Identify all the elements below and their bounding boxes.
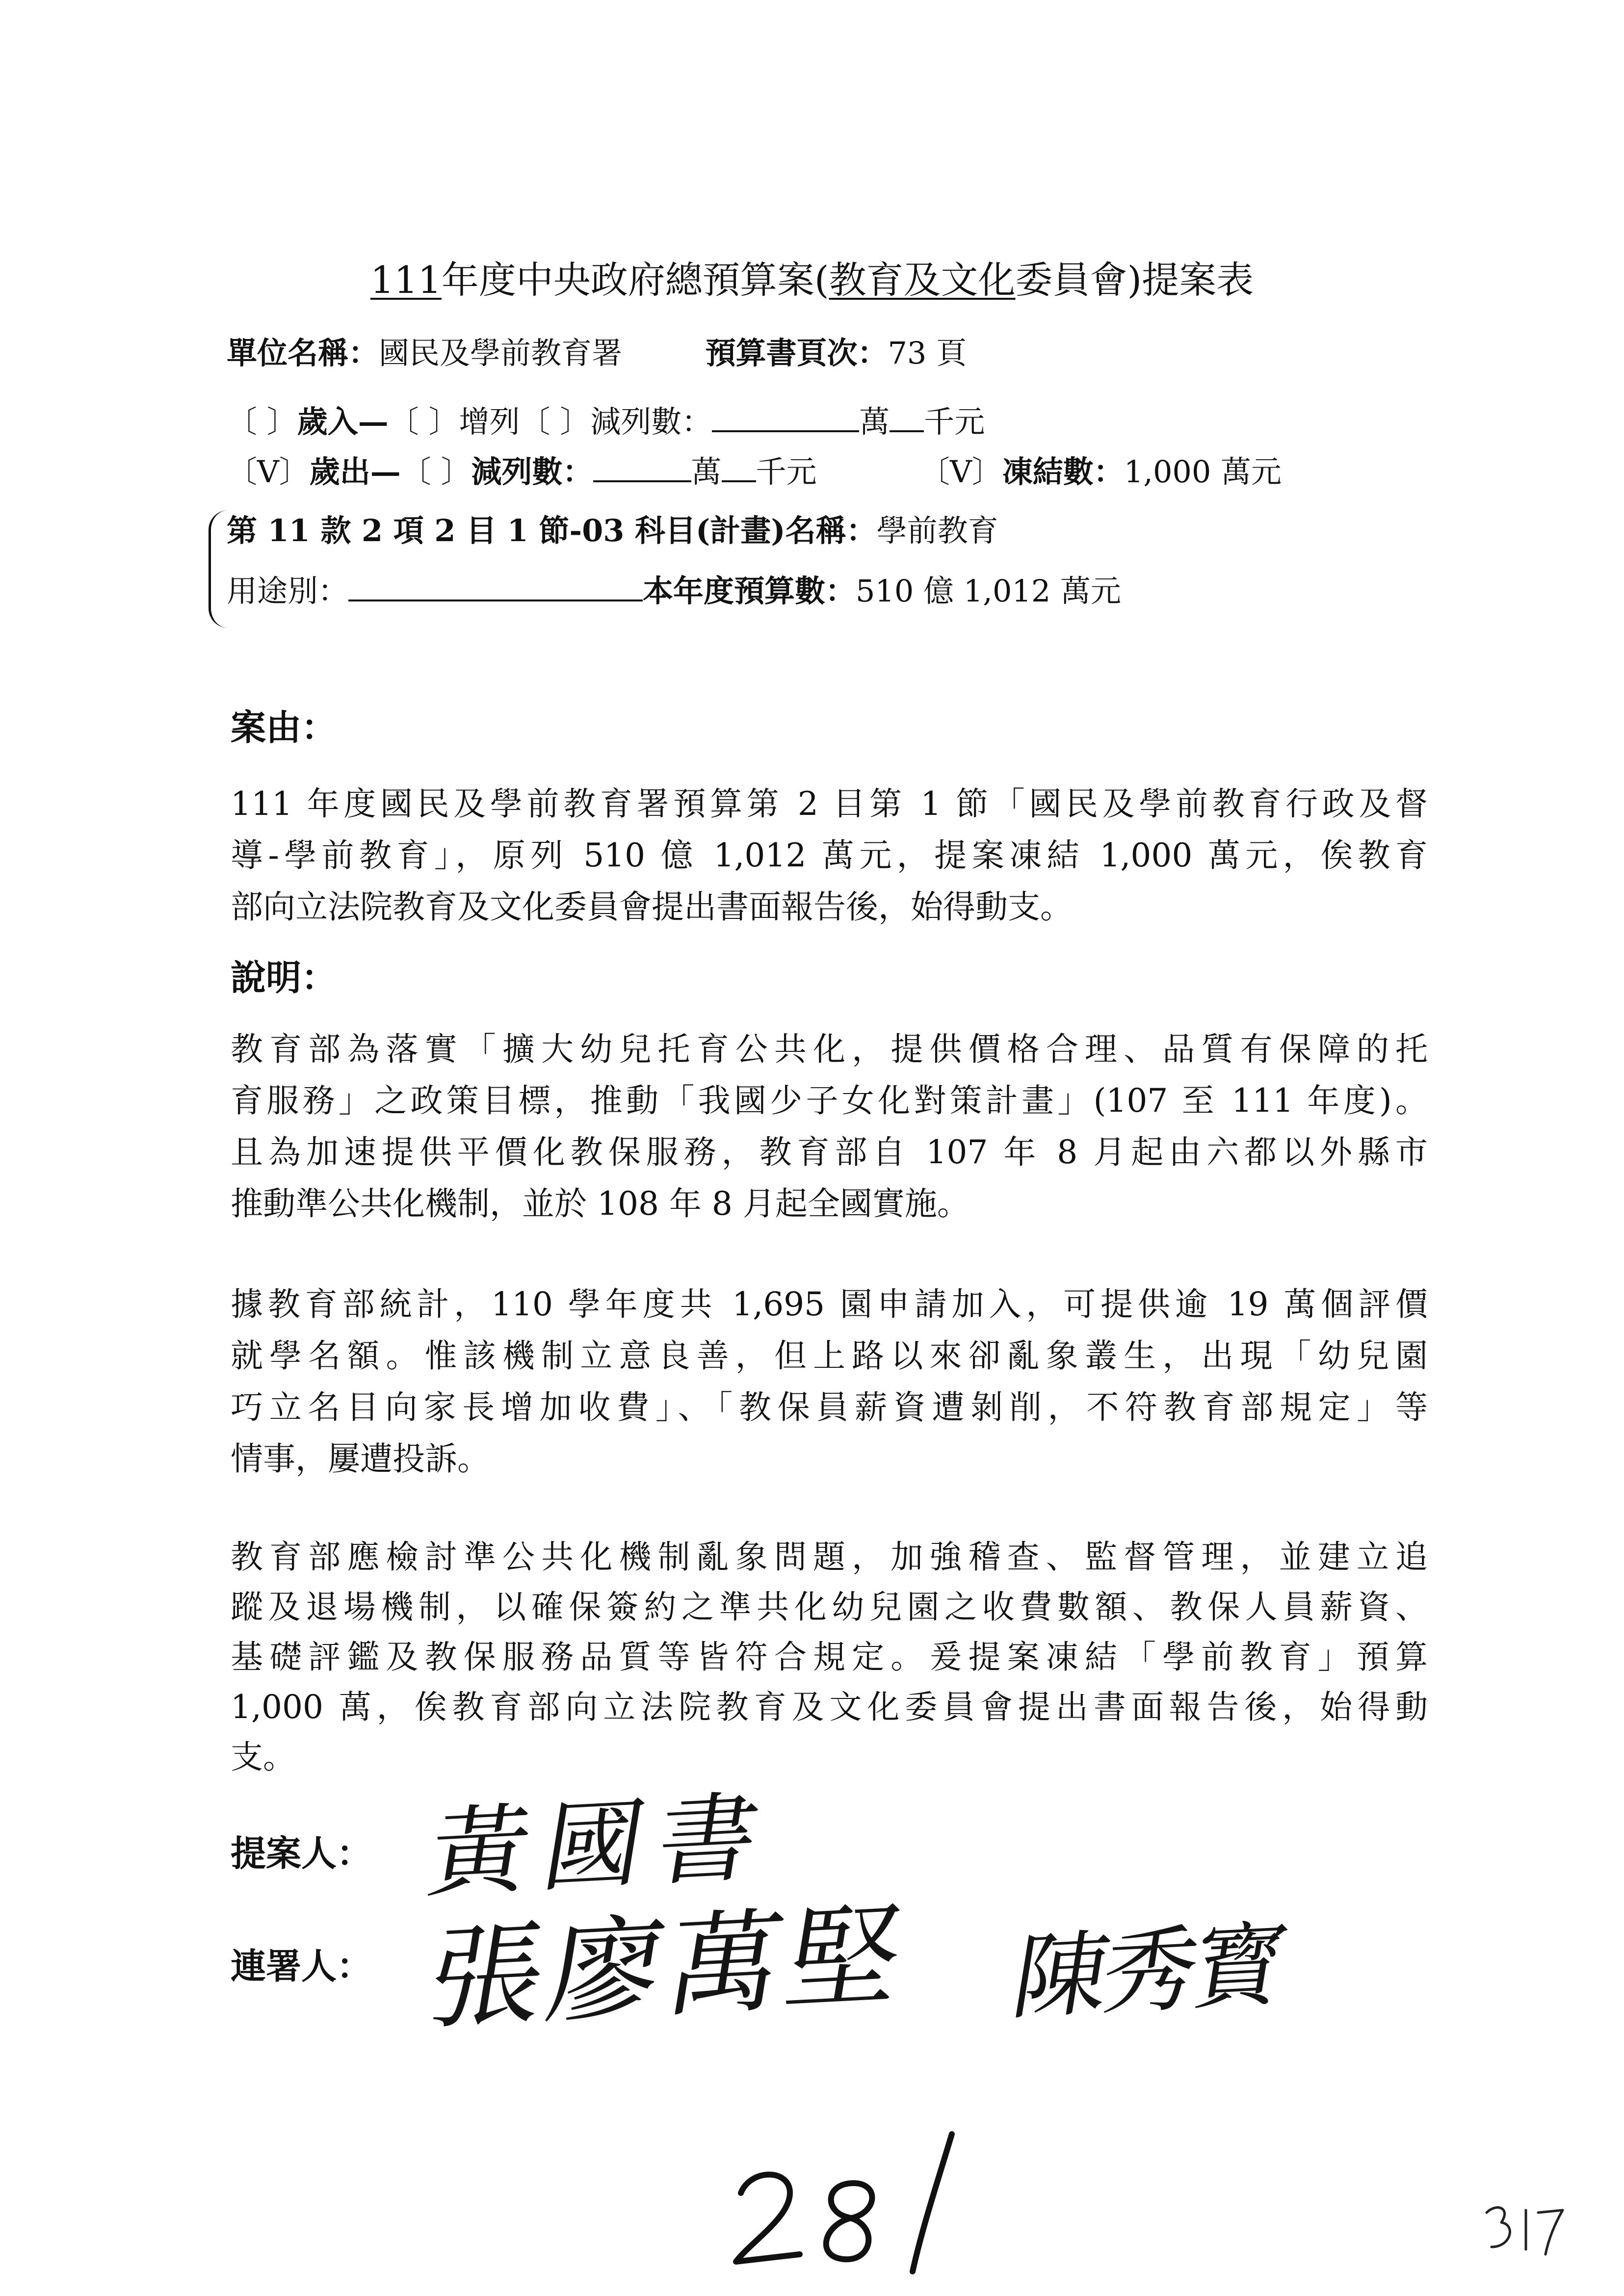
unit-value: 國民及學前教育署 <box>379 335 623 371</box>
explanation-line: 據教育部統計，110 學年度共 1,695 園申請加入，可提供逾 19 萬個評價 <box>231 1285 1428 1323</box>
explanation-line: 推動準公共化機制，並於 108 年 8 月起全國實施。 <box>231 1185 969 1223</box>
revenue-checkbox: 〔 〕 <box>227 404 297 440</box>
expense-checkbox: 〔V〕 <box>227 454 310 490</box>
explanation-line: 育服務」之政策目標，推動「我國少子女化對策計畫」(107 至 111 年度)。 <box>231 1082 1428 1120</box>
cosigner-label: 連署人： <box>231 1945 372 1987</box>
freeze-value: 1,000 萬元 <box>1124 454 1282 490</box>
expense-label: 歲出— <box>309 454 401 490</box>
explanation-line: 情事，屢遭投訴。 <box>231 1440 490 1478</box>
decrease-checkbox: 〔 〕 <box>400 454 471 490</box>
reason-heading: 案由： <box>231 706 337 748</box>
explanation-line: 就學名額。惟該機制立意良善，但上路以來卻亂象叢生，出現「幼兒園 <box>231 1337 1428 1375</box>
qian-unit: 千元 <box>756 454 817 490</box>
usage-row <box>227 567 1121 610</box>
explanation-line: 巧立名目向家長增加收費」、「教保員薪資遭剝削，不符教育部規定」等 <box>231 1388 1428 1426</box>
decrease-checkbox: 〔 〕 <box>520 404 591 440</box>
explanation-line: 且為加速提供平價化教保服務，教育部自 107 年 8 月起由六都以外縣市 <box>231 1133 1428 1171</box>
explanation-line: 教育部為落實「擴大幼兒托育公共化，提供價格合理、品質有保障的托 <box>231 1030 1428 1068</box>
explanation-line: 支。 <box>231 1738 295 1776</box>
title-part2: 委員會)提案表 <box>1015 258 1254 302</box>
increase-label: 增列 <box>459 404 520 440</box>
title-committee: 教育及文化 <box>829 258 1016 302</box>
cosigner-signature-2: 陳秀寳 <box>1005 1910 1291 2033</box>
reason-line: 111 年度國民及學前教育署預算第 2 目第 1 節「國民及學前教育行政及督 <box>231 785 1428 823</box>
budget-value: 510 億 1,012 萬元 <box>856 573 1121 609</box>
wan-unit: 萬 <box>859 404 890 440</box>
increase-checkbox: 〔 〕 <box>388 404 459 440</box>
handwritten-corner-number <box>1482 2198 1570 2262</box>
page-value: 73 頁 <box>888 335 967 371</box>
document-title <box>0 250 1624 304</box>
explanation-line: 1,000 萬，俟教育部向立法院教育及文化委員會提出書面報告後，始得動 <box>231 1688 1428 1726</box>
unit-row <box>227 329 967 372</box>
freeze-label: 凍結數： <box>1002 454 1124 490</box>
usage-label: 用途別： <box>227 573 349 609</box>
revenue-label: 歲入— <box>297 404 389 440</box>
blank-line <box>593 456 691 482</box>
decrease-label: 減列數： <box>471 454 593 490</box>
title-year: 111 <box>370 258 442 302</box>
expense-row <box>227 447 1282 491</box>
reason-line: 導-學前教育」，原列 510 億 1,012 萬元，提案凍結 1,000 萬元，俟教育 <box>231 836 1428 874</box>
explanation-heading: 說明： <box>231 957 337 998</box>
cosigner-signature-1: 張廖萬堅 <box>419 1890 917 2046</box>
title-part1: 年度中央政府總預算案( <box>441 258 829 302</box>
blank-line <box>348 575 643 601</box>
proposer-signature: 黃國書 <box>421 1780 782 1912</box>
freeze-checkbox: 〔V〕 <box>919 454 1002 490</box>
item-value: 學前教育 <box>876 513 998 548</box>
blank-line <box>890 406 924 432</box>
revenue-row <box>227 397 985 441</box>
proposer-label: 提案人： <box>231 1832 372 1874</box>
explanation-line: 蹤及退場機制，以確保簽約之準共化幼兒園之收費數額、教保人員薪資、 <box>231 1588 1428 1626</box>
explanation-line: 教育部應檢討準公共化機制亂象問題，加強稽查、監督管理，並建立追 <box>231 1538 1428 1576</box>
blank-line <box>712 406 859 432</box>
explanation-line: 基礎評鑑及教保服務品質等皆符合規定。爰提案凍結「學前教育」預算 <box>231 1638 1428 1676</box>
reason-line: 部向立法院教育及文化委員會提出書面報告後，始得動支。 <box>231 888 1073 926</box>
unit-label: 單位名稱： <box>227 335 379 371</box>
wan-unit: 萬 <box>691 454 722 490</box>
handwritten-page-number <box>731 2129 967 2276</box>
item-label: 第 11 款 2 項 2 目 1 節-03 科目(計畫)名稱： <box>227 513 877 548</box>
budget-label: 本年度預算數： <box>643 573 856 609</box>
page-label: 預算書頁次： <box>705 335 888 371</box>
item-row <box>227 506 998 550</box>
blank-line <box>722 456 756 482</box>
qian-unit: 千元 <box>924 404 985 440</box>
decrease-label: 減列數： <box>590 404 712 440</box>
